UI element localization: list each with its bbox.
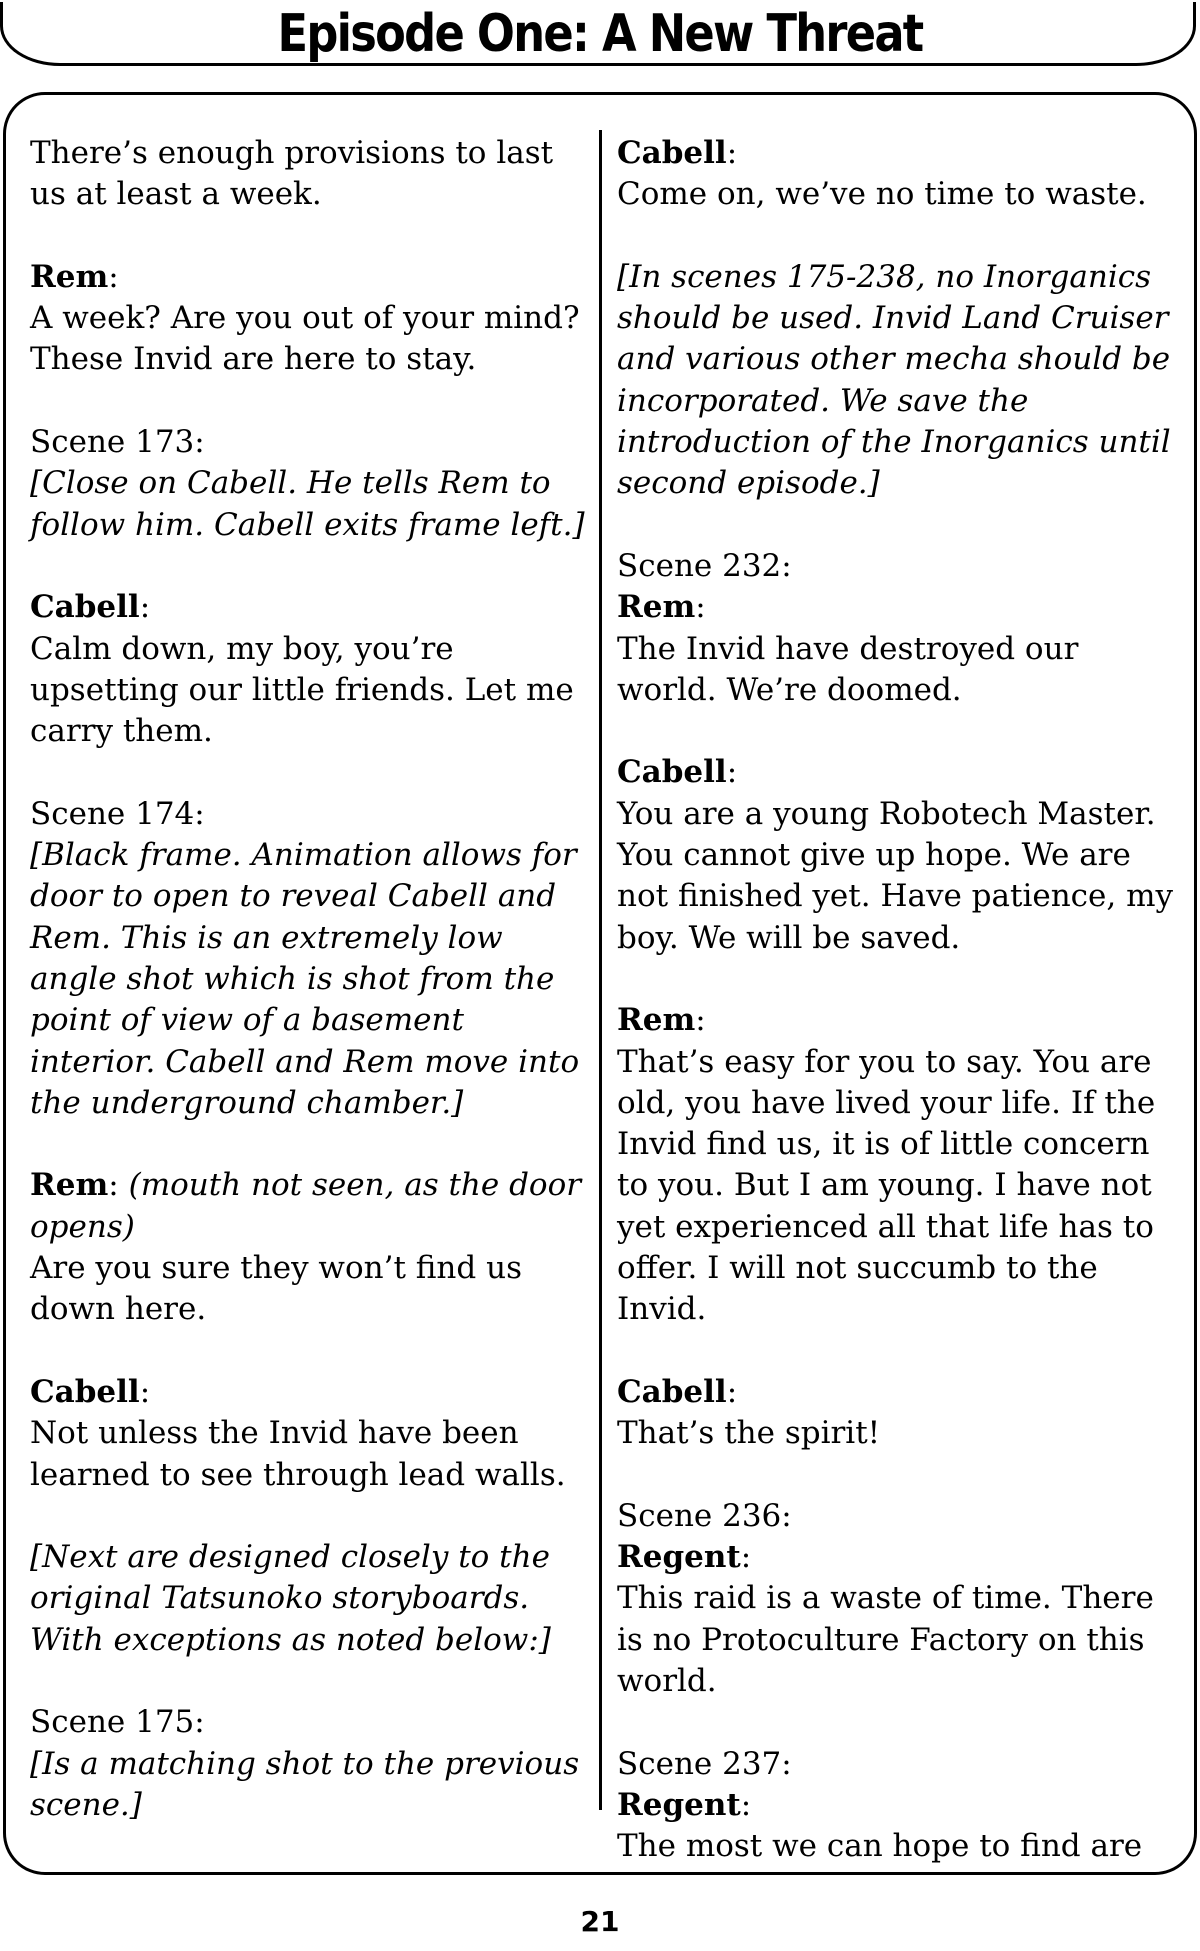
script-block [30,1702,590,1826]
speaker-name: Rem [617,1002,696,1039]
scene-number: Scene 174: [30,795,205,832]
script-block [30,422,590,546]
speaker-name: Cabell [30,589,140,626]
dialogue-text: Calm down, my boy, you’re upsetting our little friends. Let me carry them. [30,630,574,750]
speaker-name: Rem [30,1167,109,1204]
speaker-name: Cabell [617,1373,727,1410]
dialogue-text: You are a young Robotech Master. You cannot give up hope. We are not finished yet. Have patience, my boy. We will be saved. [617,795,1174,956]
page-title: Episode One: A New Threat [277,4,923,64]
script-block: Rem: (mouth not seen, as the door opens) Are you sure they won’t find us down here. [30,1167,582,1328]
scene-number: Scene 236: [617,1497,792,1534]
stage-direction: [Black frame. Animation allows for door to open to reveal Cabell and Rem. This is an extremely low angle shot which is shot from the point of view of a basement interior. Cabell and Rem move into the underground chamber.] [30,837,580,1121]
left-column [30,133,590,1867]
column-divider [599,130,602,1810]
script-block: Scene 232: Rem: The Invid have destroyed our world. We’re doomed. [617,547,1079,708]
dialogue-text: The most we can hope to find are [617,1828,1143,1865]
script-block: Cabell: Calm down, my boy, you’re upsetting our little friends. Let me carry them. [30,589,574,750]
script-block [30,133,590,216]
speaker-name: Cabell [617,135,727,171]
scene-number: Scene 175: [30,1704,205,1741]
speaker-name: Cabell [617,754,727,791]
stage-direction: [Is a matching shot to the previous scene.] [30,1745,580,1823]
script-block: Scene 236: Regent: This raid is a waste of time. There is no Protoculture Factory on this world. [617,1497,1154,1699]
dialogue-text: This raid is a waste of time. There is no Protoculture Factory on this world. [617,1580,1154,1699]
script-block [617,257,1177,505]
stage-direction: [Close on Cabell. He tells Rem to follow him. Cabell exits frame left.] [30,465,585,543]
dialogue-text: Are you sure they won’t find us down here. [30,1250,522,1328]
script-block: Rem: That’s easy for you to say. You are old, you have lived your life. If the Invid find us, it is of little concern to you. But I am young. I have not yet experienced all that life has to offer. I will not succumb to the Invid. [617,1002,1156,1328]
stage-direction: [In scenes 175-238, no Inorganics should be used. Invid Land Cruiser and various other mecha should be incorporated. We save the introduction of the Inorganics until second episode.] [617,258,1171,502]
scene-number: Scene 232: [617,547,792,584]
dialogue-text: Come on, we’ve no time to waste. [617,176,1147,213]
script-block [30,1537,590,1661]
scene-number: Scene 173: [30,424,205,461]
script-block: Cabell: Not unless the Invid have been learned to see through lead walls. [30,1373,566,1493]
script-block [30,794,590,1124]
script-block: Rem: A week? Are you out of your mind? These Invid are here to stay. [30,258,580,378]
script-block: Scene 237: Regent: The most we can hope to find are [617,1745,1143,1865]
stage-direction: [Next are designed closely to the original Tatsunoko storyboards. With exceptions as noted below:] [30,1539,551,1658]
dialogue-text: That’s the spirit! [617,1415,881,1452]
speaker-name: Rem [617,589,696,626]
speaker-name: Cabell [30,1373,140,1410]
stage-direction: (mouth not seen, as the door opens) [30,1167,582,1245]
right-column [617,133,1177,1909]
dialogue-text: There’s enough provisions to last us at least a week. [30,135,554,213]
script-block: Cabell: Come on, we’ve no time to waste. [617,135,1147,213]
dialogue-text: A week? Are you out of your mind? These Invid are here to stay. [30,300,580,378]
dialogue-text: The Invid have destroyed our world. We’re doomed. [617,630,1079,708]
page-number: 21 [580,1905,620,1938]
script-block: Cabell: That’s the spirit! [617,1373,881,1452]
speaker-name: Rem [30,258,109,295]
speaker-name: Regent [617,1539,741,1576]
script-block: Cabell: You are a young Robotech Master. You cannot give up hope. We are not finished yet. Have patience, my boy. We will be saved. [617,754,1174,956]
scene-number: Scene 237: [617,1745,792,1782]
dialogue-text: That’s easy for you to say. You are old, you have lived your life. If the Invid find us, it is of little concern to you. But I am young. I have not yet experienced all that life has to offer. I will not succumb to the Invid. [617,1043,1156,1328]
dialogue-text: Not unless the Invid have been learned to see through lead walls. [30,1415,566,1493]
speaker-name: Regent [617,1786,741,1823]
